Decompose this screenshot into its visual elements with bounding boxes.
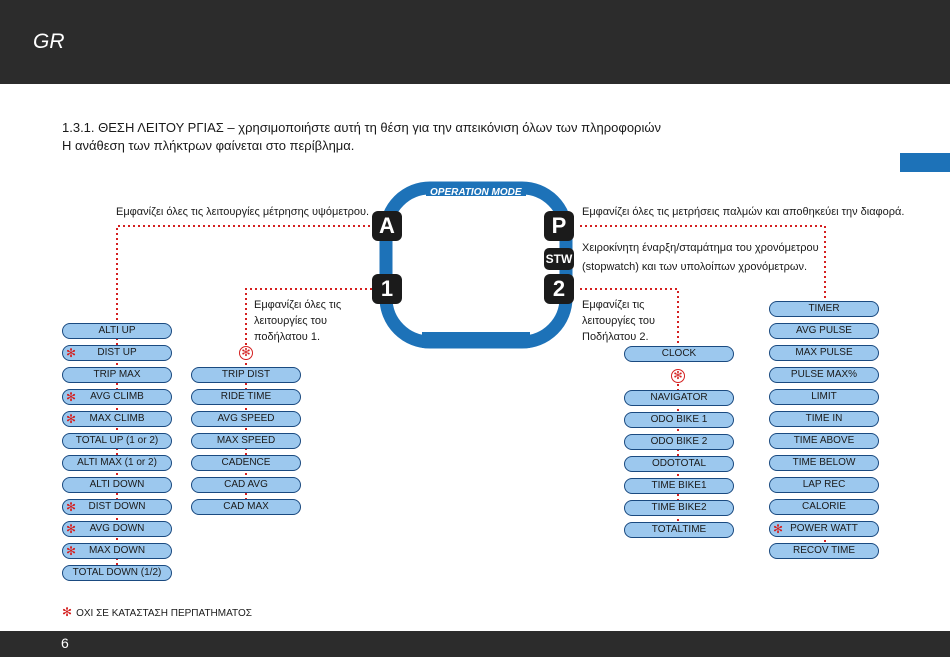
bike1-description-1: Εμφανίζει όλες τις <box>254 299 342 311</box>
intro-line-1: 1.3.1. ΘΕΣΗ ΛΕΙΤΟΥ ΡΓΙΑΣ – χρησιμοποιήστε αυτή τη θέση για την απεικόνιση όλων των πληροφοριών <box>62 120 661 135</box>
bike2-list-item-label: NAVIGATOR <box>650 392 708 403</box>
pulse-list-item-label: LAP REC <box>802 479 846 490</box>
bike2-description-2: λειτουργίες του <box>582 315 655 327</box>
bike1-list-item <box>191 367 301 383</box>
alti-list-item-label: ALTI UP <box>98 325 136 336</box>
alti-list-item-label: DIST UP <box>97 347 137 358</box>
alti-list-item-label: AVG CLIMB <box>90 391 144 402</box>
bike1-list-item <box>191 389 301 405</box>
pulse-list-item <box>769 433 879 449</box>
asterisk-icon: ✻ <box>66 500 77 514</box>
bike2-list-item-label: ODOTOTAL <box>651 458 707 469</box>
alti-list-item <box>62 367 172 383</box>
bike1-list-item <box>191 499 301 515</box>
language-code: GR <box>33 30 65 53</box>
pulse-description: Εμφανίζει όλες τις μετρήσεις παλμών και αποθηκεύει την διαφορά. <box>582 206 905 218</box>
bike2-description-1: Εμφανίζει τις <box>582 299 645 311</box>
bike1-list-item-label: RIDE TIME <box>220 391 272 402</box>
bike2-list-item <box>624 478 734 494</box>
alti-list-item <box>62 389 172 405</box>
walk-mode-marker-bike2: ✻ <box>671 369 685 383</box>
bike2-list-item <box>624 522 734 538</box>
alti-list-item-label: MAX CLIMB <box>89 413 145 424</box>
pulse-list-item-label: PULSE MAX% <box>790 369 858 380</box>
pulse-list-item <box>769 521 879 537</box>
alti-description: Εμφανίζει όλες τις λειτουργίες μέτρησης υψόμετρου. <box>116 206 370 218</box>
bike2-list-item-label: CLOCK <box>661 348 697 359</box>
page-number: 6 <box>61 635 69 651</box>
bike1-list-item <box>191 477 301 493</box>
alti-list-item <box>62 345 172 361</box>
pulse-list-item-label: TIME BELOW <box>792 457 856 468</box>
pulse-list-item-label: POWER WATT <box>790 523 858 534</box>
pulse-list-item <box>769 477 879 493</box>
bike1-list-item <box>191 433 301 449</box>
pulse-list-item <box>769 543 879 559</box>
pulse-list-item-label: RECOV TIME <box>792 545 856 556</box>
alti-list-item-label: DIST DOWN <box>88 501 146 512</box>
pulse-list-item-label: TIMER <box>808 303 840 314</box>
asterisk-icon: ✻ <box>66 412 77 426</box>
stw-description-2: (stopwatch) και των υπολοίπων χρονόμετρων. <box>582 261 808 273</box>
bike2-list-item-label: TIME BIKE2 <box>651 502 707 513</box>
bike1-description-2: λειτουργίες του <box>254 315 327 327</box>
legend <box>62 605 252 619</box>
pulse-list-item <box>769 301 879 317</box>
device-title: OPERATION MODE <box>430 187 522 198</box>
alti-list-item-label: MAX DOWN <box>88 545 146 556</box>
bike2-list-item-label: ODO BIKE 2 <box>650 436 708 447</box>
alti-list-item-label: TOTAL DOWN (1/2) <box>72 567 162 578</box>
pulse-list-item <box>769 345 879 361</box>
stw-description-1: Χειροκίνητη έναρξη/σταμάτημα του χρονόμετρου <box>582 242 819 254</box>
pulse-list-item-label: MAX PULSE <box>795 347 853 358</box>
bike1-list-item <box>191 411 301 427</box>
pulse-list-item-label: LIMIT <box>811 391 837 402</box>
bike2-list-item <box>624 500 734 516</box>
alti-list-item-label: AVG DOWN <box>89 523 145 534</box>
pulse-list-item-label: CALORIE <box>802 501 846 512</box>
asterisk-icon: ✻ <box>773 522 784 536</box>
bike2-list-item <box>624 434 734 450</box>
bike1-list-item-label: CAD MAX <box>223 501 269 512</box>
pulse-list-item <box>769 367 879 383</box>
pulse-list-item-label: TIME IN <box>805 413 843 424</box>
pulse-list-item <box>769 499 879 515</box>
pulse-list-item <box>769 455 879 471</box>
alti-list-item-label: ALTI MAX (1 or 2) <box>77 457 157 468</box>
pulse-list-item <box>769 323 879 339</box>
alti-list-item <box>62 521 172 537</box>
bike2-list-item <box>624 456 734 472</box>
alti-list-item <box>62 477 172 493</box>
bike2-list-item-label: ODO BIKE 1 <box>650 414 708 425</box>
key-1[interactable]: 1 <box>372 274 402 304</box>
device-footer: Z3 PC-LINK <box>426 322 487 334</box>
asterisk-icon: ✻ <box>66 544 77 558</box>
bike1-list-item <box>191 455 301 471</box>
key-a[interactable]: A <box>372 211 402 241</box>
alti-list-item <box>62 499 172 515</box>
asterisk-icon: ✻ <box>66 522 77 536</box>
pulse-list-item-label: AVG PULSE <box>796 325 852 336</box>
device-diagram <box>372 178 580 353</box>
legend-text: ΟΧΙ ΣΕ ΚΑΤΑΣΤΑΣΗ ΠΕΡΠΑΤΗΜΑΤΟΣ <box>76 608 252 619</box>
walk-mode-marker-bike1: ✻ <box>239 346 253 360</box>
alti-list-item <box>62 543 172 559</box>
asterisk-icon: ✻ <box>62 605 73 619</box>
alti-list-item <box>62 565 172 581</box>
pulse-list-item-label: TIME ABOVE <box>793 435 855 446</box>
pulse-list-item <box>769 389 879 405</box>
key-2[interactable]: 2 <box>544 274 574 304</box>
alti-list-item <box>62 433 172 449</box>
bike1-list-item-label: CAD AVG <box>224 479 268 490</box>
alti-list-item <box>62 411 172 427</box>
alti-list-item <box>62 455 172 471</box>
bike2-list-item-label: TIME BIKE1 <box>651 480 707 491</box>
alti-list-item <box>62 323 172 339</box>
alti-list-item-label: TRIP MAX <box>93 369 141 380</box>
bike1-description-3: ποδήλατου 1. <box>254 331 321 343</box>
pulse-list-item <box>769 411 879 427</box>
key-p[interactable]: P <box>544 211 574 241</box>
asterisk-icon: ✻ <box>66 346 77 360</box>
bike2-description-3: Ποδήλατου 2. <box>582 331 649 343</box>
alti-list-item-label: ALTI DOWN <box>89 479 145 490</box>
bike1-list-item-label: CADENCE <box>221 457 271 468</box>
bike2-list-item <box>624 346 734 362</box>
bike1-list-item-label: TRIP DIST <box>221 369 271 380</box>
bike1-list-item-label: MAX SPEED <box>216 435 276 446</box>
intro-line-2: Η ανάθεση των πλήκτρων φαίνεται στο περίβλημα. <box>62 138 355 153</box>
key-stw[interactable]: STW <box>544 248 574 270</box>
bike1-list-item-label: AVG SPEED <box>217 413 275 424</box>
footer-bar <box>0 631 950 657</box>
bike2-list-item-label: TOTALTIME <box>651 524 707 535</box>
bike2-list-item <box>624 412 734 428</box>
bike2-list-item <box>624 390 734 406</box>
asterisk-icon: ✻ <box>66 390 77 404</box>
alti-list-item-label: TOTAL UP (1 or 2) <box>75 435 159 446</box>
